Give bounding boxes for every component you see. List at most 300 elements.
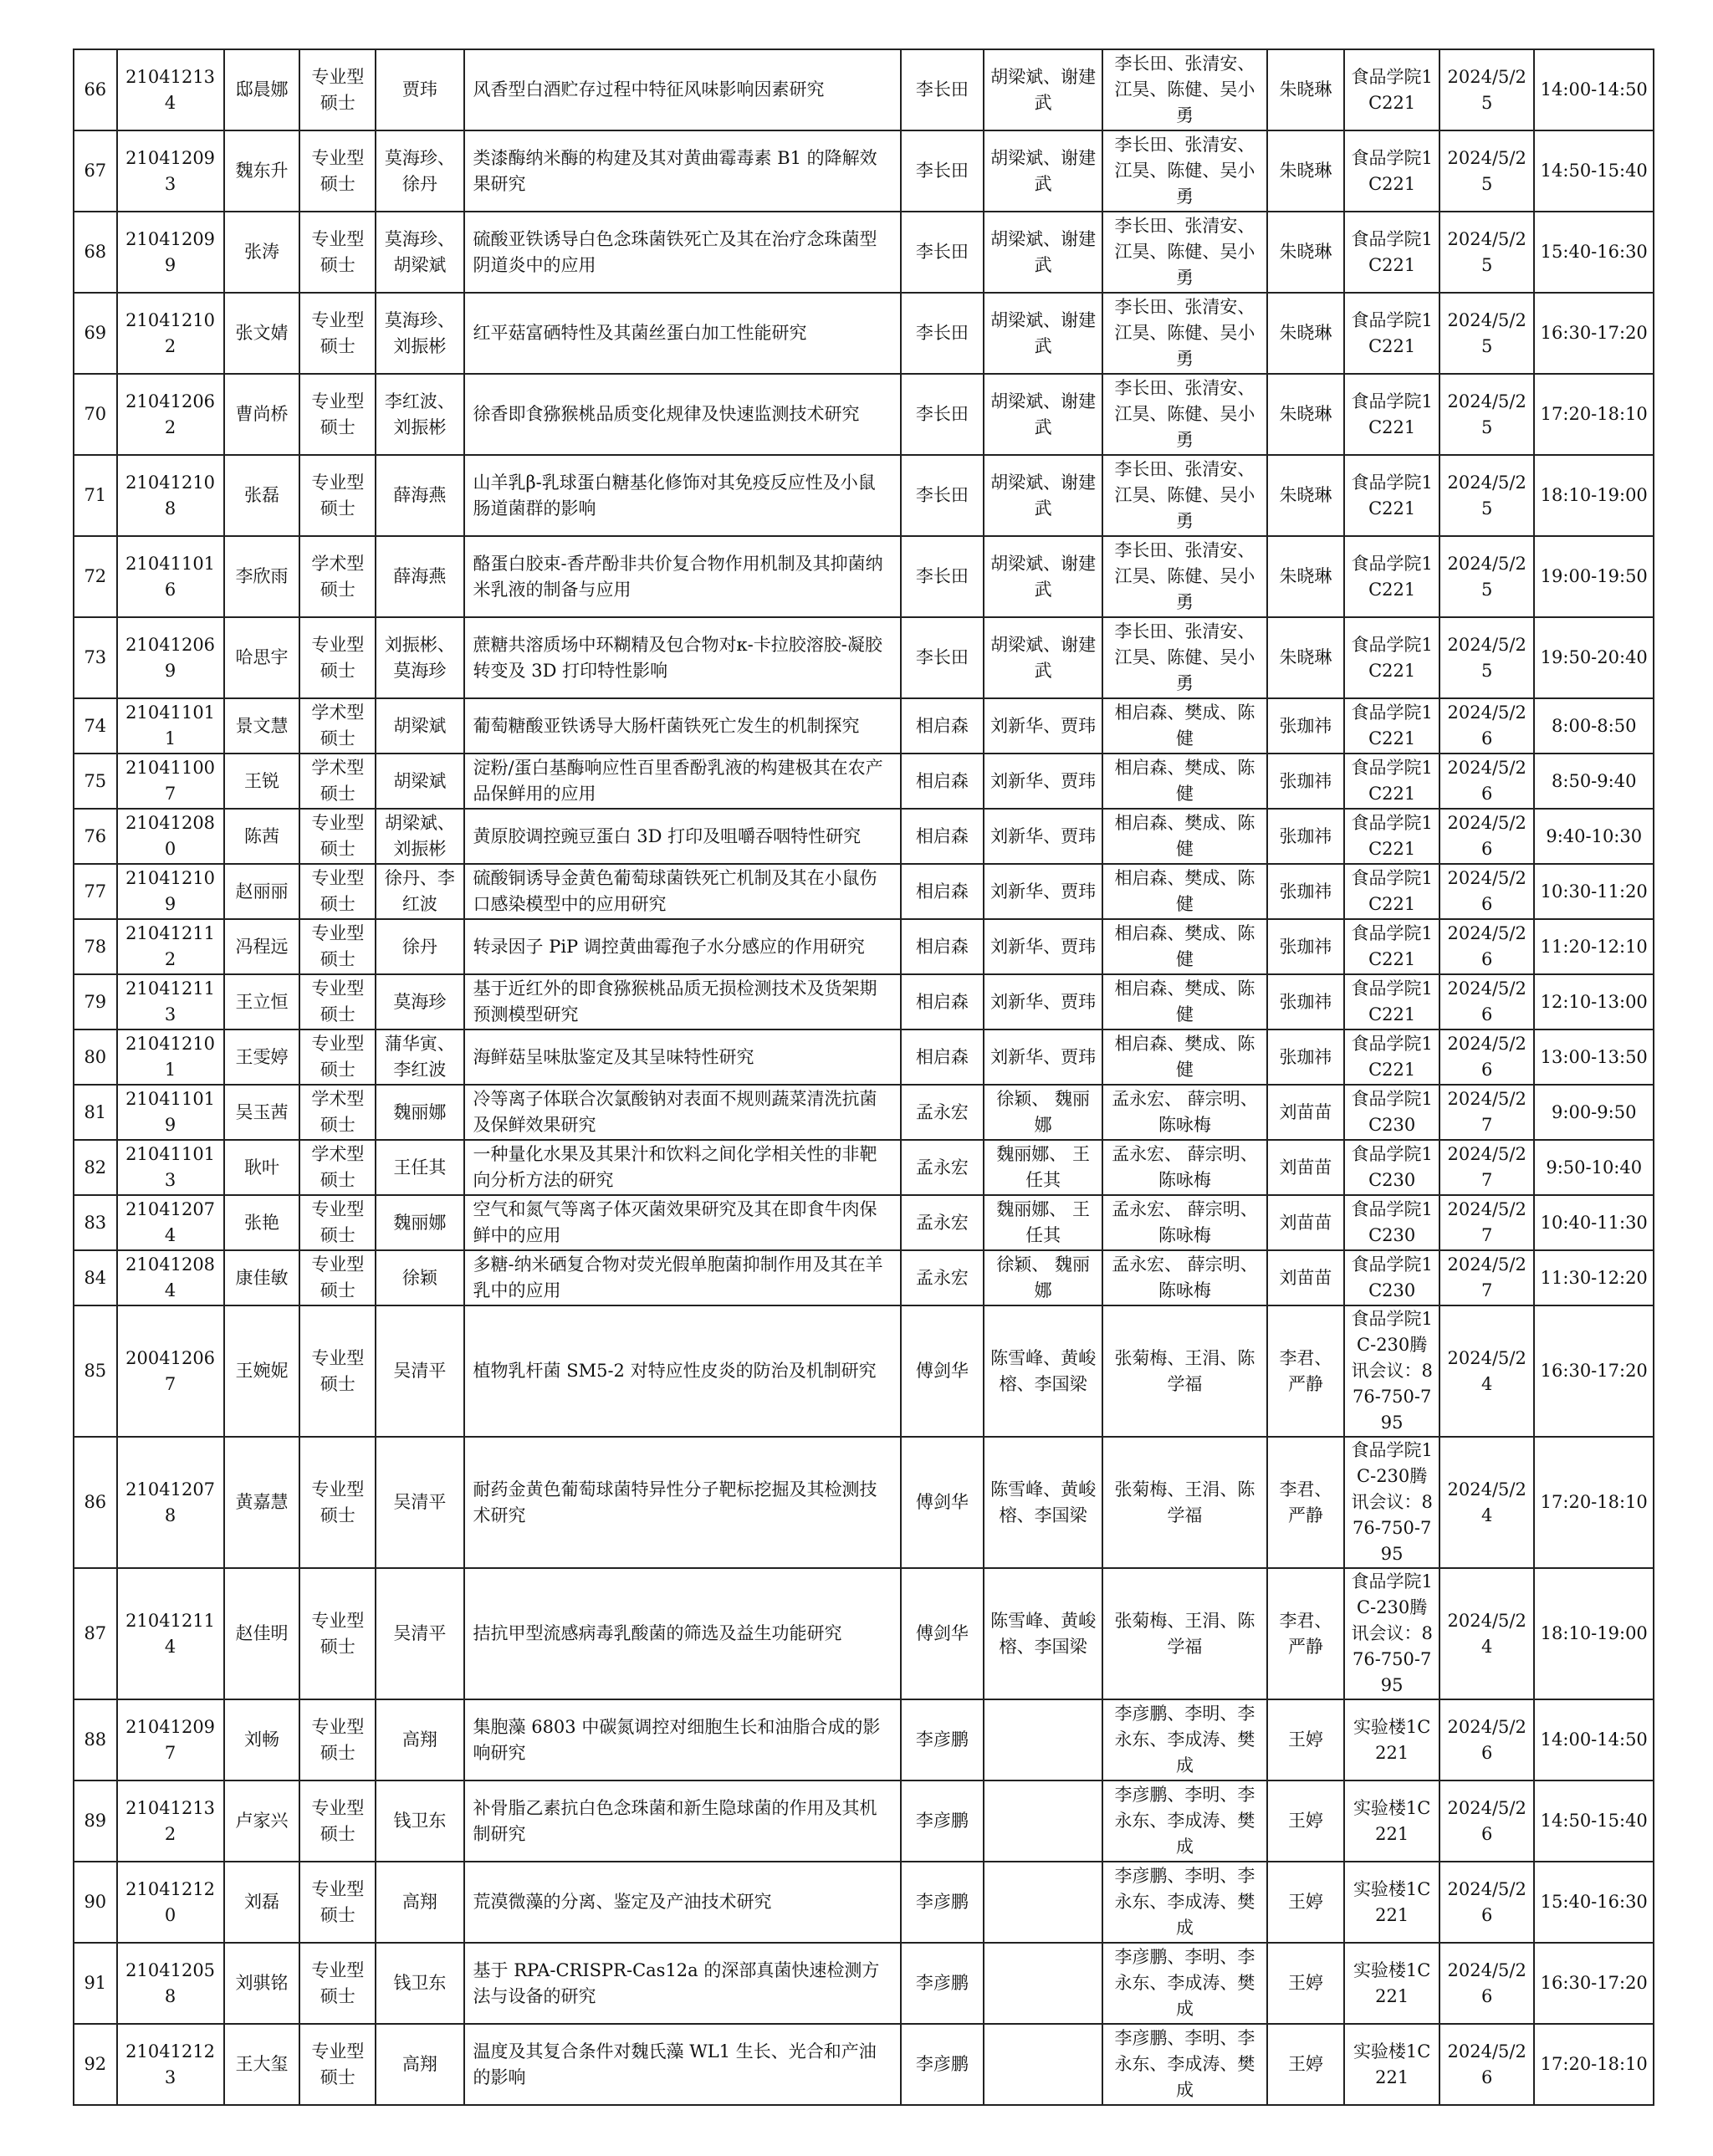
cell-defense-time: 17:20-18:10 [1534,1437,1654,1568]
cell-degree-type: 学术型硕士 [299,1140,376,1195]
cell-defense-date: 2024/5/26 [1439,698,1535,754]
cell-thesis-title: 红平菇富硒特性及其菌丝蛋白加工性能研究 [464,293,901,374]
cell-location: 食品学院1C221 [1344,536,1439,617]
cell-committee-chair: 李长田 [901,49,984,130]
cell-committee-chair: 相启森 [901,974,984,1029]
cell-committee-members: 相启森、樊成、陈健 [1102,864,1266,919]
cell-row-number: 74 [74,698,117,754]
cell-student-id: 210412084 [117,1250,224,1305]
cell-defense-time: 16:30-17:20 [1534,1305,1654,1437]
cell-secretary: 李君、严静 [1267,1437,1345,1568]
table-row [74,1085,1654,1140]
cell-advisor: 徐丹 [376,919,463,974]
cell-committee-chair: 孟永宏 [901,1085,984,1140]
cell-degree-type: 专业型硕士 [299,617,376,698]
table-row [74,1437,1654,1568]
cell-defense-date: 2024/5/25 [1439,455,1535,536]
cell-student-name: 吴玉茜 [224,1085,300,1140]
table-row [74,1250,1654,1305]
cell-thesis-title: 海鲜菇呈味肽鉴定及其呈味特性研究 [464,1029,901,1085]
cell-location: 食品学院1C-230腾讯会议：876-750-795 [1344,1568,1439,1699]
cell-reviewers: 徐颖、 魏丽娜 [984,1085,1102,1140]
cell-advisor: 薛海燕 [376,455,463,536]
cell-defense-time: 14:00-14:50 [1534,1699,1654,1780]
cell-student-id: 210412097 [117,1699,224,1780]
cell-degree-type: 专业型硕士 [299,1568,376,1699]
cell-student-name: 刘骐铭 [224,1943,300,2024]
cell-defense-time: 16:30-17:20 [1534,1943,1654,2024]
cell-advisor: 莫海珍、胡梁斌 [376,212,463,293]
cell-thesis-title: 基于 RPA-CRISPR-Cas12a 的深部真菌快速检测方法与设备的研究 [464,1943,901,2024]
cell-degree-type: 专业型硕士 [299,455,376,536]
cell-advisor: 莫海珍、刘振彬 [376,293,463,374]
table-row [74,293,1654,374]
cell-committee-members: 李彦鹏、李明、李永东、李成涛、樊成 [1102,1780,1266,1862]
cell-student-id: 210412109 [117,864,224,919]
cell-secretary: 王婷 [1267,1943,1345,2024]
cell-defense-time: 15:40-16:30 [1534,1862,1654,1943]
cell-location: 食品学院1C230 [1344,1085,1439,1140]
cell-row-number: 86 [74,1437,117,1568]
cell-defense-time: 9:50-10:40 [1534,1140,1654,1195]
cell-defense-time: 18:10-19:00 [1534,1568,1654,1699]
cell-thesis-title: 拮抗甲型流感病毒乳酸菌的筛选及益生功能研究 [464,1568,901,1699]
cell-row-number: 70 [74,374,117,455]
cell-row-number: 67 [74,130,117,212]
cell-row-number: 68 [74,212,117,293]
cell-committee-chair: 李彦鹏 [901,1699,984,1780]
cell-student-id: 210411007 [117,754,224,809]
cell-committee-members: 张菊梅、王涓、陈学福 [1102,1305,1266,1437]
cell-defense-date: 2024/5/26 [1439,1029,1535,1085]
cell-student-name: 赵丽丽 [224,864,300,919]
cell-defense-time: 11:20-12:10 [1534,919,1654,974]
cell-degree-type: 学术型硕士 [299,698,376,754]
table-row [74,536,1654,617]
cell-reviewers: 刘新华、贾玮 [984,754,1102,809]
cell-defense-date: 2024/5/26 [1439,2024,1535,2105]
cell-secretary: 朱晓琳 [1267,455,1345,536]
table-row [74,1029,1654,1085]
cell-thesis-title: 植物乳杆菌 SM5-2 对特应性皮炎的防治及机制研究 [464,1305,901,1437]
cell-row-number: 69 [74,293,117,374]
cell-defense-date: 2024/5/24 [1439,1437,1535,1568]
cell-student-name: 冯程远 [224,919,300,974]
cell-committee-members: 张菊梅、王涓、陈学福 [1102,1437,1266,1568]
cell-defense-date: 2024/5/27 [1439,1140,1535,1195]
cell-student-id: 210412132 [117,1780,224,1862]
cell-degree-type: 学术型硕士 [299,536,376,617]
cell-defense-time: 13:00-13:50 [1534,1029,1654,1085]
cell-location: 食品学院1C230 [1344,1195,1439,1250]
cell-defense-date: 2024/5/26 [1439,1862,1535,1943]
cell-degree-type: 专业型硕士 [299,1195,376,1250]
cell-reviewers: 魏丽娜、 王任其 [984,1195,1102,1250]
cell-defense-date: 2024/5/24 [1439,1305,1535,1437]
cell-location: 实验楼1C221 [1344,2024,1439,2105]
cell-defense-time: 16:30-17:20 [1534,293,1654,374]
cell-committee-chair: 李长田 [901,212,984,293]
cell-secretary: 李君、严静 [1267,1305,1345,1437]
cell-location: 实验楼1C221 [1344,1943,1439,2024]
cell-location: 食品学院1C221 [1344,130,1439,212]
cell-advisor: 贾玮 [376,49,463,130]
cell-student-id: 210412113 [117,974,224,1029]
table-row [74,2024,1654,2105]
cell-committee-chair: 相启森 [901,919,984,974]
cell-advisor: 高翔 [376,1699,463,1780]
cell-student-id: 210411019 [117,1085,224,1140]
cell-degree-type: 专业型硕士 [299,130,376,212]
defense-schedule-table [73,49,1654,2106]
cell-student-name: 张涛 [224,212,300,293]
cell-advisor: 高翔 [376,1862,463,1943]
table-body [74,49,1654,2105]
cell-row-number: 82 [74,1140,117,1195]
cell-student-name: 刘磊 [224,1862,300,1943]
cell-student-id: 210412108 [117,455,224,536]
cell-committee-chair: 李长田 [901,617,984,698]
cell-secretary: 张珈祎 [1267,698,1345,754]
cell-defense-date: 2024/5/24 [1439,1568,1535,1699]
cell-student-id: 210412074 [117,1195,224,1250]
cell-thesis-title: 徐香即食猕猴桃品质变化规律及快速监测技术研究 [464,374,901,455]
cell-location: 食品学院1C221 [1344,212,1439,293]
cell-reviewers: 胡梁斌、谢建武 [984,212,1102,293]
cell-location: 食品学院1C221 [1344,293,1439,374]
cell-advisor: 魏丽娜 [376,1085,463,1140]
cell-committee-chair: 傅剑华 [901,1568,984,1699]
cell-thesis-title: 酪蛋白胶束-香芹酚非共价复合物作用机制及其抑菌纳米乳液的制备与应用 [464,536,901,617]
cell-committee-chair: 孟永宏 [901,1140,984,1195]
cell-location: 食品学院1C221 [1344,455,1439,536]
cell-student-id: 210411011 [117,698,224,754]
cell-reviewers: 胡梁斌、谢建武 [984,455,1102,536]
cell-location: 食品学院1C230 [1344,1250,1439,1305]
cell-committee-chair: 李长田 [901,293,984,374]
cell-advisor: 胡梁斌、刘振彬 [376,809,463,864]
cell-defense-date: 2024/5/26 [1439,919,1535,974]
cell-student-name: 曹尚桥 [224,374,300,455]
cell-reviewers: 魏丽娜、 王任其 [984,1140,1102,1195]
cell-committee-members: 相启森、樊成、陈健 [1102,754,1266,809]
cell-student-name: 刘畅 [224,1699,300,1780]
cell-student-name: 黄嘉慧 [224,1437,300,1568]
cell-row-number: 78 [74,919,117,974]
cell-thesis-title: 多糖-纳米硒复合物对荧光假单胞菌抑制作用及其在羊乳中的应用 [464,1250,901,1305]
table-row [74,864,1654,919]
cell-defense-time: 10:30-11:20 [1534,864,1654,919]
cell-student-id: 210412080 [117,809,224,864]
cell-thesis-title: 黄原胶调控豌豆蛋白 3D 打印及咀嚼吞咽特性研究 [464,809,901,864]
cell-committee-members: 相启森、樊成、陈健 [1102,1029,1266,1085]
cell-advisor: 钱卫东 [376,1780,463,1862]
cell-committee-members: 相启森、樊成、陈健 [1102,974,1266,1029]
cell-committee-members: 李彦鹏、李明、李永东、李成涛、樊成 [1102,2024,1266,2105]
cell-degree-type: 专业型硕士 [299,809,376,864]
cell-student-id: 210412093 [117,130,224,212]
cell-student-name: 李欣雨 [224,536,300,617]
cell-thesis-title: 基于近红外的即食猕猴桃品质无损检测技术及货架期预测模型研究 [464,974,901,1029]
cell-degree-type: 专业型硕士 [299,374,376,455]
cell-student-id: 210412102 [117,293,224,374]
cell-defense-time: 9:40-10:30 [1534,809,1654,864]
cell-thesis-title: 淀粉/蛋白基酶响应性百里香酚乳液的构建极其在农产品保鲜用的应用 [464,754,901,809]
cell-committee-members: 李长田、张清安、江昊、陈健、吴小勇 [1102,212,1266,293]
cell-committee-members: 孟永宏、 薛宗明、陈咏梅 [1102,1250,1266,1305]
cell-advisor: 吴清平 [376,1437,463,1568]
cell-row-number: 92 [74,2024,117,2105]
cell-row-number: 91 [74,1943,117,2024]
cell-defense-date: 2024/5/27 [1439,1250,1535,1305]
cell-defense-date: 2024/5/25 [1439,536,1535,617]
cell-student-name: 陈茜 [224,809,300,864]
cell-committee-chair: 李彦鹏 [901,1862,984,1943]
cell-committee-members: 相启森、樊成、陈健 [1102,698,1266,754]
cell-committee-chair: 李长田 [901,536,984,617]
cell-thesis-title: 类漆酶纳米酶的构建及其对黄曲霉毒素 B1 的降解效果研究 [464,130,901,212]
cell-committee-chair: 傅剑华 [901,1437,984,1568]
cell-degree-type: 专业型硕士 [299,212,376,293]
table-row [74,1140,1654,1195]
cell-secretary: 刘苗苗 [1267,1085,1345,1140]
cell-defense-date: 2024/5/25 [1439,212,1535,293]
cell-location: 食品学院1C221 [1344,698,1439,754]
cell-thesis-title: 转录因子 PiP 调控黄曲霉孢子水分感应的作用研究 [464,919,901,974]
cell-advisor: 钱卫东 [376,1943,463,2024]
cell-location: 食品学院1C221 [1344,1029,1439,1085]
cell-row-number: 77 [74,864,117,919]
cell-defense-time: 8:00-8:50 [1534,698,1654,754]
cell-thesis-title: 冷等离子体联合次氯酸钠对表面不规则蔬菜清洗抗菌及保鲜效果研究 [464,1085,901,1140]
cell-committee-chair: 李彦鹏 [901,2024,984,2105]
cell-location: 食品学院1C221 [1344,374,1439,455]
cell-secretary: 王婷 [1267,2024,1345,2105]
cell-committee-chair: 李彦鹏 [901,1943,984,2024]
cell-committee-chair: 李长田 [901,374,984,455]
cell-reviewers: 刘新华、贾玮 [984,974,1102,1029]
table-row [74,698,1654,754]
cell-advisor: 李红波、刘振彬 [376,374,463,455]
cell-secretary: 朱晓琳 [1267,130,1345,212]
cell-degree-type: 专业型硕士 [299,1699,376,1780]
cell-reviewers: 胡梁斌、谢建武 [984,293,1102,374]
cell-student-name: 王立恒 [224,974,300,1029]
cell-defense-date: 2024/5/25 [1439,49,1535,130]
cell-defense-time: 11:30-12:20 [1534,1250,1654,1305]
table-row [74,974,1654,1029]
cell-advisor: 高翔 [376,2024,463,2105]
table-row [74,130,1654,212]
cell-student-name: 张艳 [224,1195,300,1250]
cell-student-name: 魏东升 [224,130,300,212]
cell-student-id: 210412058 [117,1943,224,2024]
cell-secretary: 刘苗苗 [1267,1195,1345,1250]
cell-secretary: 刘苗苗 [1267,1140,1345,1195]
cell-advisor: 吴清平 [376,1305,463,1437]
cell-defense-time: 17:20-18:10 [1534,374,1654,455]
cell-secretary: 张珈祎 [1267,1029,1345,1085]
cell-row-number: 81 [74,1085,117,1140]
cell-degree-type: 专业型硕士 [299,1250,376,1305]
cell-thesis-title: 补骨脂乙素抗白色念珠菌和新生隐球菌的作用及其机制研究 [464,1780,901,1862]
cell-location: 实验楼1C221 [1344,1699,1439,1780]
cell-defense-date: 2024/5/26 [1439,1780,1535,1862]
cell-secretary: 朱晓琳 [1267,536,1345,617]
cell-secretary: 张珈祎 [1267,864,1345,919]
cell-location: 食品学院1C230 [1344,1140,1439,1195]
cell-secretary: 李君、严静 [1267,1568,1345,1699]
cell-advisor: 蒲华寅、李红波 [376,1029,463,1085]
cell-student-name: 赵佳明 [224,1568,300,1699]
cell-defense-date: 2024/5/26 [1439,754,1535,809]
cell-defense-time: 14:50-15:40 [1534,130,1654,212]
cell-student-name: 王大玺 [224,2024,300,2105]
cell-secretary: 刘苗苗 [1267,1250,1345,1305]
cell-reviewers: 胡梁斌、谢建武 [984,374,1102,455]
cell-advisor: 王任其 [376,1140,463,1195]
cell-committee-members: 李长田、张清安、江昊、陈健、吴小勇 [1102,293,1266,374]
cell-degree-type: 专业型硕士 [299,974,376,1029]
cell-location: 实验楼1C221 [1344,1862,1439,1943]
cell-defense-time: 8:50-9:40 [1534,754,1654,809]
cell-committee-members: 孟永宏、 薛宗明、陈咏梅 [1102,1085,1266,1140]
cell-committee-chair: 孟永宏 [901,1195,984,1250]
cell-thesis-title: 集胞藻 6803 中碳氮调控对细胞生长和油脂合成的影响研究 [464,1699,901,1780]
cell-location: 食品学院1C221 [1344,754,1439,809]
cell-degree-type: 专业型硕士 [299,1029,376,1085]
cell-student-name: 张磊 [224,455,300,536]
cell-row-number: 89 [74,1780,117,1862]
cell-student-name: 康佳敏 [224,1250,300,1305]
table-row [74,1568,1654,1699]
cell-defense-time: 10:40-11:30 [1534,1195,1654,1250]
cell-row-number: 83 [74,1195,117,1250]
cell-degree-type: 学术型硕士 [299,754,376,809]
cell-committee-members: 李彦鹏、李明、李永东、李成涛、樊成 [1102,1943,1266,2024]
cell-degree-type: 专业型硕士 [299,1437,376,1568]
cell-student-name: 邸晨娜 [224,49,300,130]
cell-defense-date: 2024/5/26 [1439,1943,1535,2024]
cell-thesis-title: 空气和氮气等离子体灭菌效果研究及其在即食牛肉保鲜中的应用 [464,1195,901,1250]
cell-committee-members: 孟永宏、 薛宗明、陈咏梅 [1102,1140,1266,1195]
cell-secretary: 朱晓琳 [1267,49,1345,130]
cell-student-id: 210412112 [117,919,224,974]
cell-student-id: 210412123 [117,2024,224,2105]
cell-student-id: 210412134 [117,49,224,130]
cell-thesis-title: 风香型白酒贮存过程中特征风味影响因素研究 [464,49,901,130]
cell-degree-type: 专业型硕士 [299,1862,376,1943]
cell-location: 食品学院1C221 [1344,809,1439,864]
cell-reviewers: 陈雪峰、黄峻榕、李国梁 [984,1305,1102,1437]
cell-secretary: 朱晓琳 [1267,617,1345,698]
cell-student-id: 210412101 [117,1029,224,1085]
cell-advisor: 魏丽娜 [376,1195,463,1250]
table-row [74,1699,1654,1780]
cell-committee-members: 李长田、张清安、江昊、陈健、吴小勇 [1102,374,1266,455]
cell-thesis-title: 硫酸亚铁诱导白色念珠菌铁死亡及其在治疗念珠菌型阴道炎中的应用 [464,212,901,293]
cell-degree-type: 专业型硕士 [299,1943,376,2024]
cell-secretary: 朱晓琳 [1267,293,1345,374]
cell-reviewers [984,2024,1102,2105]
cell-committee-members: 相启森、樊成、陈健 [1102,809,1266,864]
table-row [74,1305,1654,1437]
cell-secretary: 王婷 [1267,1862,1345,1943]
cell-secretary: 张珈祎 [1267,974,1345,1029]
cell-reviewers [984,1862,1102,1943]
cell-degree-type: 专业型硕士 [299,2024,376,2105]
cell-committee-members: 张菊梅、王涓、陈学福 [1102,1568,1266,1699]
cell-row-number: 75 [74,754,117,809]
cell-defense-time: 14:00-14:50 [1534,49,1654,130]
cell-location: 食品学院1C221 [1344,974,1439,1029]
table-row [74,212,1654,293]
table-row [74,1780,1654,1862]
cell-defense-date: 2024/5/26 [1439,809,1535,864]
cell-secretary: 王婷 [1267,1780,1345,1862]
cell-secretary: 张珈祎 [1267,754,1345,809]
cell-location: 食品学院1C221 [1344,864,1439,919]
cell-committee-members: 相启森、樊成、陈健 [1102,919,1266,974]
cell-row-number: 85 [74,1305,117,1437]
cell-thesis-title: 山羊乳β-乳球蛋白糖基化修饰对其免疫反应性及小鼠肠道菌群的影响 [464,455,901,536]
cell-thesis-title: 荒漠微藻的分离、鉴定及产油技术研究 [464,1862,901,1943]
cell-committee-members: 李长田、张清安、江昊、陈健、吴小勇 [1102,130,1266,212]
cell-thesis-title: 温度及其复合条件对魏氏藻 WL1 生长、光合和产油的影响 [464,2024,901,2105]
cell-reviewers [984,1699,1102,1780]
cell-defense-date: 2024/5/25 [1439,617,1535,698]
cell-advisor: 莫海珍 [376,974,463,1029]
cell-student-name: 景文慧 [224,698,300,754]
cell-secretary: 张珈祎 [1267,919,1345,974]
table-row [74,1943,1654,2024]
cell-advisor: 莫海珍、徐丹 [376,130,463,212]
table-row [74,1862,1654,1943]
cell-committee-chair: 李彦鹏 [901,1780,984,1862]
cell-committee-chair: 相启森 [901,754,984,809]
cell-row-number: 80 [74,1029,117,1085]
cell-committee-members: 李长田、张清安、江昊、陈健、吴小勇 [1102,617,1266,698]
cell-reviewers: 陈雪峰、黄峻榕、李国梁 [984,1568,1102,1699]
cell-degree-type: 学术型硕士 [299,1085,376,1140]
cell-row-number: 71 [74,455,117,536]
cell-defense-date: 2024/5/25 [1439,130,1535,212]
cell-student-id: 210412078 [117,1437,224,1568]
cell-reviewers: 陈雪峰、黄峻榕、李国梁 [984,1437,1102,1568]
cell-degree-type: 专业型硕士 [299,864,376,919]
cell-committee-members: 李长田、张清安、江昊、陈健、吴小勇 [1102,49,1266,130]
cell-reviewers [984,1780,1102,1862]
cell-committee-members: 李彦鹏、李明、李永东、李成涛、樊成 [1102,1699,1266,1780]
table-row [74,617,1654,698]
cell-reviewers: 刘新华、贾玮 [984,919,1102,974]
table-row [74,455,1654,536]
cell-committee-members: 李长田、张清安、江昊、陈健、吴小勇 [1102,536,1266,617]
cell-reviewers: 刘新华、贾玮 [984,864,1102,919]
cell-committee-chair: 傅剑华 [901,1305,984,1437]
cell-defense-time: 19:00-19:50 [1534,536,1654,617]
table-row [74,1195,1654,1250]
cell-student-name: 哈思宇 [224,617,300,698]
cell-student-id: 210412099 [117,212,224,293]
cell-row-number: 72 [74,536,117,617]
cell-row-number: 88 [74,1699,117,1780]
cell-advisor: 刘振彬、莫海珍 [376,617,463,698]
cell-secretary: 王婷 [1267,1699,1345,1780]
cell-degree-type: 专业型硕士 [299,1305,376,1437]
cell-advisor: 薛海燕 [376,536,463,617]
cell-defense-date: 2024/5/26 [1439,1699,1535,1780]
